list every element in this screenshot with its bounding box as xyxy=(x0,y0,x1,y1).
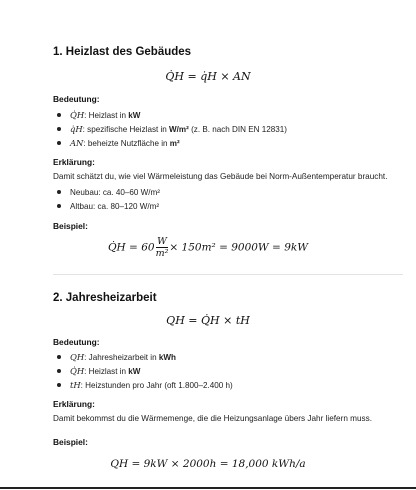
list-item: Q̇H: Heizlast in kW xyxy=(57,110,140,120)
list-item: QH: Jahresheizarbeit in kWh xyxy=(57,352,176,362)
list-item: AN: beheizte Nutzfläche in m² xyxy=(57,138,180,148)
erklaerung-label: Erklärung: xyxy=(53,157,95,167)
list-item: q̇H: spezifische Heizlast in W/m² (z. B. nach DIN EN 12831) xyxy=(57,124,287,134)
bedeutung-label: Bedeutung: xyxy=(53,94,100,104)
bullet-icon xyxy=(57,190,61,194)
page-bottom-border xyxy=(0,487,416,489)
section-heading-jahresheizarbeit: 2. Jahresheizarbeit xyxy=(53,292,157,304)
bullet-icon xyxy=(57,369,61,373)
beispiel-formula-heizlast: Q̇H = 60 $\frac{W}{\text{m²}}$ × 150m² = 9000W = 9kW xyxy=(107,236,309,259)
list-item: Q̇H: Heizlast in kW xyxy=(57,366,140,376)
erklaerung-text: Damit schätzt du, wie viel Wärmeleistung das Gebäude bei Norm-Außentemperatur braucht. xyxy=(53,172,388,181)
bullet-icon xyxy=(57,355,61,359)
formula-jahresheizarbeit: QH = Q̇H × tH xyxy=(166,314,250,327)
erklaerung-text: Damit bekommst du die Wärmemenge, die die Heizungsanlage übers Jahr liefern muss. xyxy=(53,414,373,423)
bullet-icon xyxy=(57,127,61,131)
bullet-icon xyxy=(57,383,61,387)
erklaerung-label: Erklärung: xyxy=(53,399,95,409)
list-item: Altbau: ca. 80–120 W/m² xyxy=(57,202,159,211)
bedeutung-label: Bedeutung: xyxy=(53,337,100,347)
fraction: $\frac{W}{\text{m²}}$ xyxy=(155,236,169,259)
section-heading-heizlast: 1. Heizlast des Gebäudes xyxy=(53,46,192,58)
formula-heizlast: Q̇H = q̇H × AN xyxy=(165,70,251,83)
bullet-icon xyxy=(57,113,61,117)
list-item: Neubau: ca. 40–60 W/m² xyxy=(57,188,160,197)
beispiel-formula-jahresheizarbeit: QH = 9kW × 2000h = 18,000 kWh/a xyxy=(110,458,306,470)
bullet-icon xyxy=(57,141,61,145)
list-item: tH: Heizstunden pro Jahr (oft 1.800–2.400 h) xyxy=(57,380,233,390)
bullet-icon xyxy=(57,204,61,208)
beispiel-label: Beispiel: xyxy=(53,221,88,231)
section-divider xyxy=(53,274,403,275)
beispiel-label: Beispiel: xyxy=(53,437,88,447)
